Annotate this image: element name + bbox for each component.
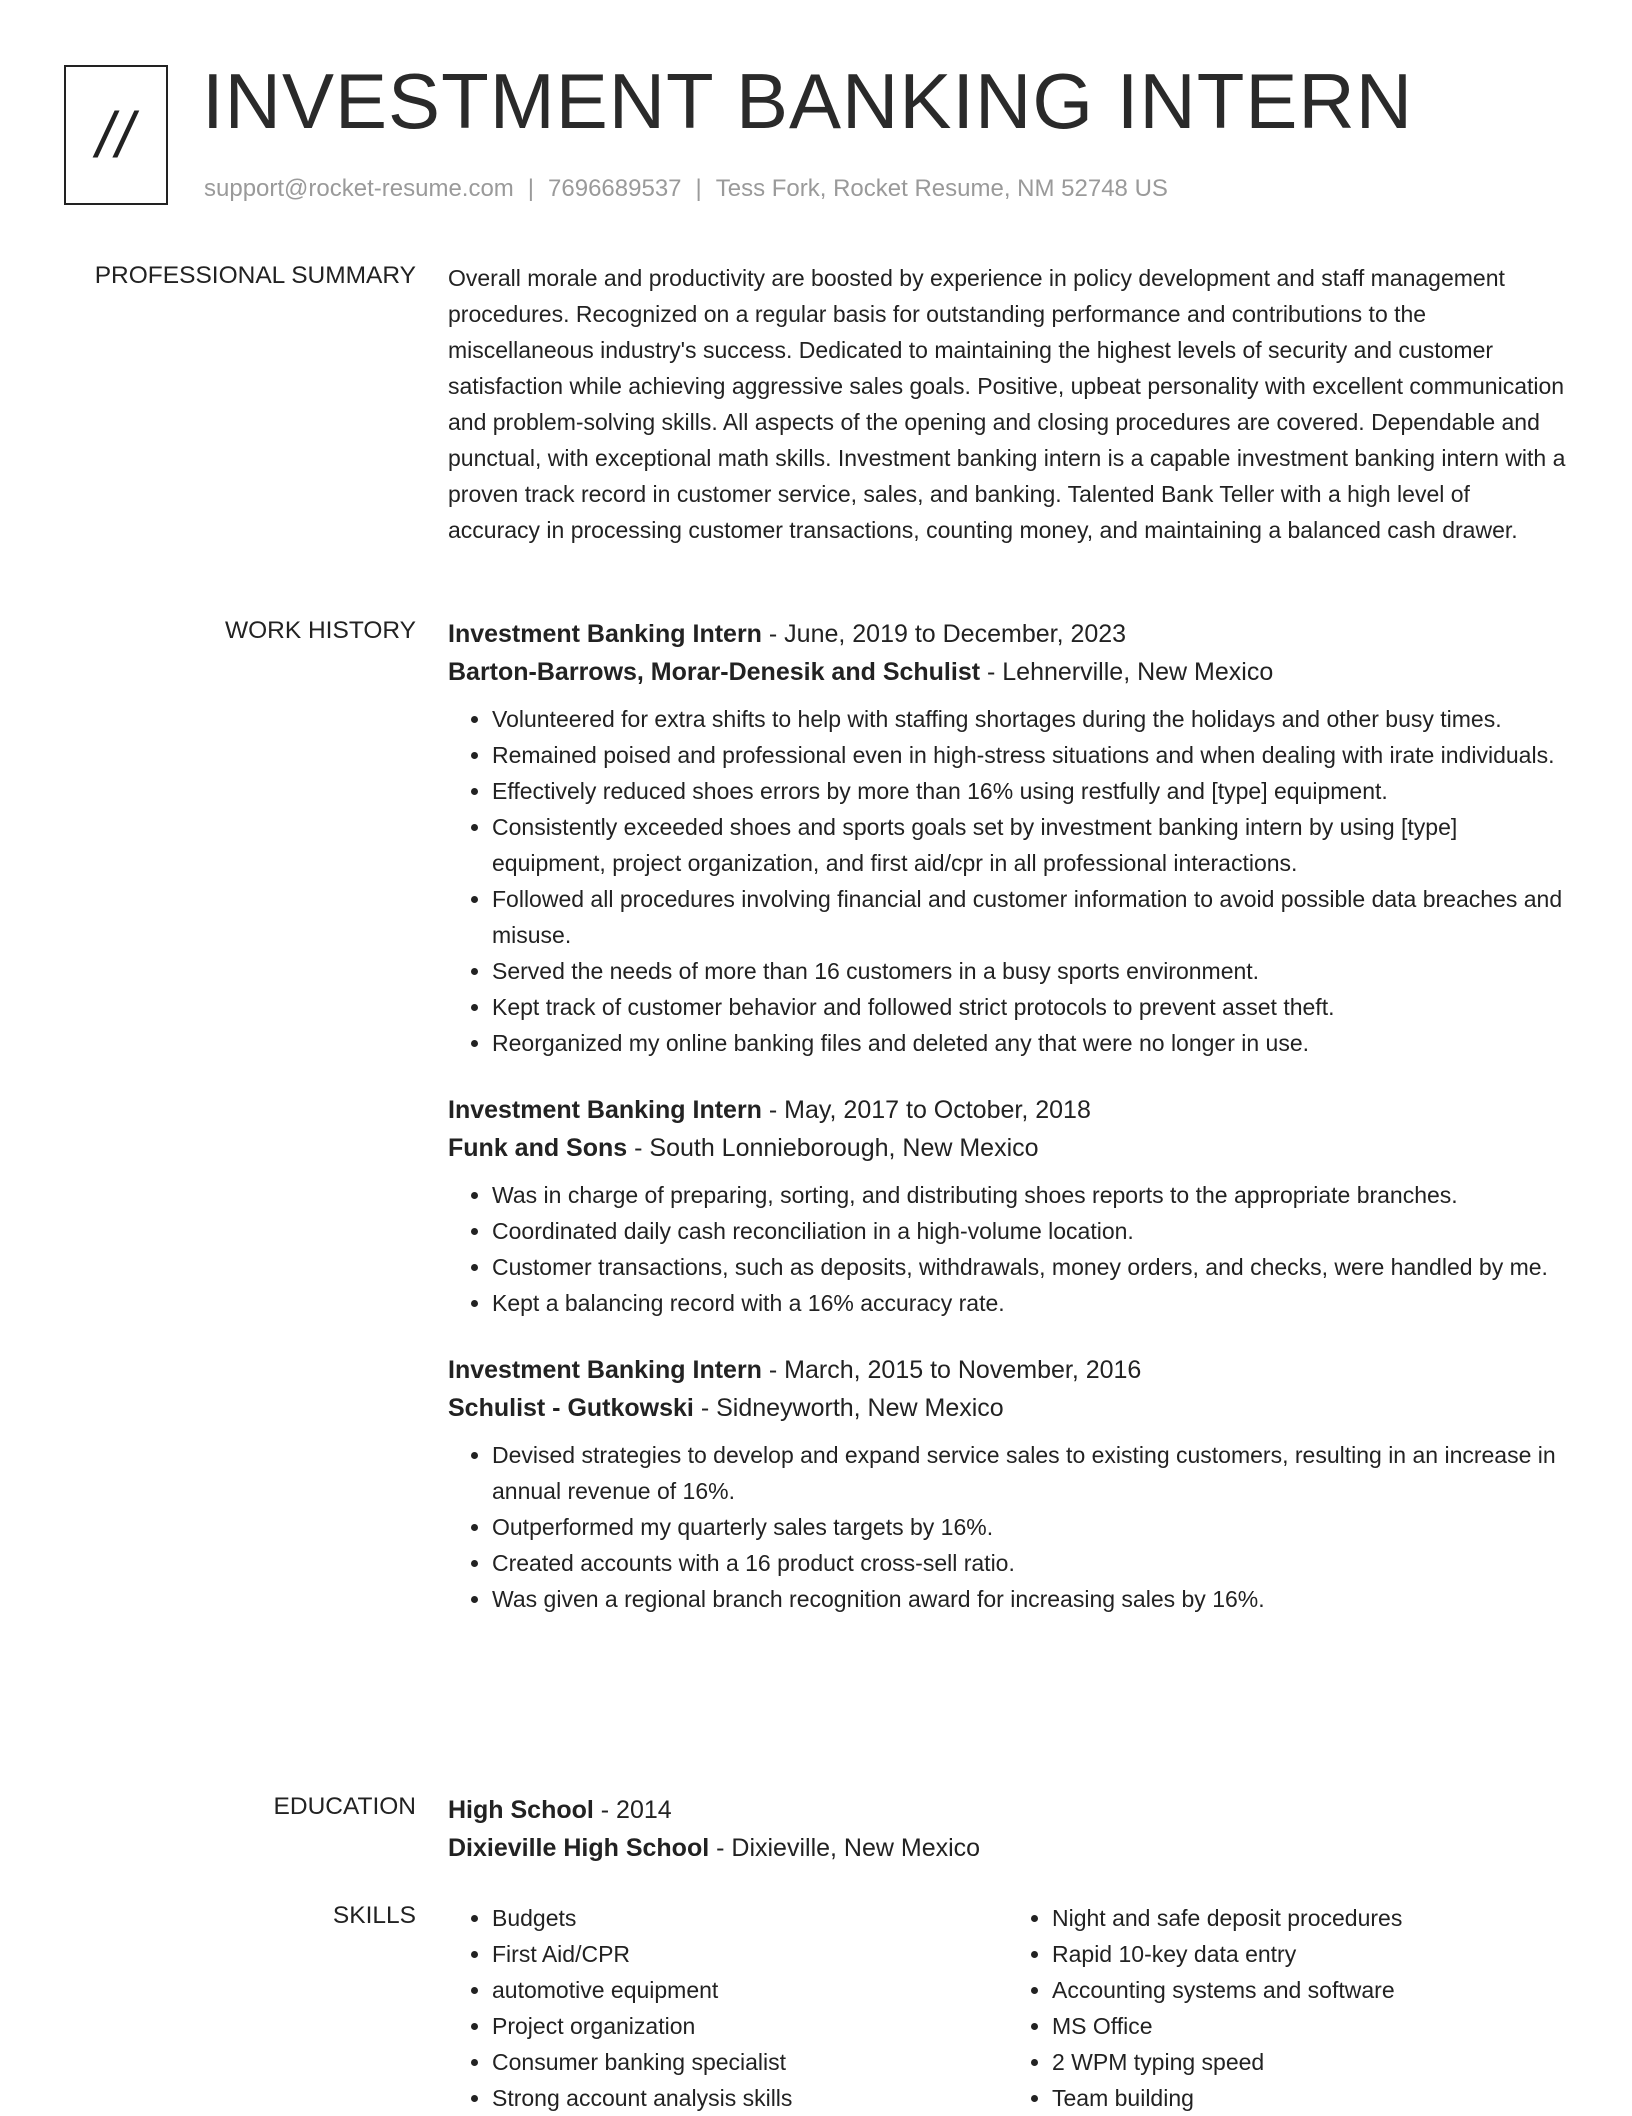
job-company-line: [448, 1129, 1568, 1167]
job-location: - South Lonnieborough, New Mexico: [627, 1134, 1039, 1162]
skill-item: • 2 WPM typing speed: [1052, 2044, 1568, 2080]
summary-text: Overall morale and productivity are boosted by experience in policy development and staff management procedures. Recognized on a regular basis for outstanding performance and contributions to the miscellaneous industry's success. Dedicated to maintaining the highest levels of security and customer satisfaction while achieving aggressive sales goals. Positive, upbeat personality with excellent communication and problem-solving skills. All aspects of the opening and closing procedures are covered. Dependable and punctual, with exceptional math skills. Investment banking intern is a capable investment banking intern with a proven track record in customer service, sales, and banking. Talented Bank Teller with a high level of accuracy in processing customer transactions, counting money, and maintaining a balanced cash drawer.: [448, 265, 1566, 543]
skill-item: • Accounting systems and software: [1052, 1972, 1568, 2008]
job-title: Investment Banking Intern: [448, 620, 762, 648]
section-label-work-history: WORK HISTORY: [224, 617, 416, 644]
job-bullet: • Was in charge of preparing, sorting, and distributing shoes reports to the appropriate branches.: [492, 1177, 1568, 1213]
job-company: Schulist - Gutkowski: [448, 1394, 694, 1422]
job-company-line: [448, 653, 1568, 691]
job-bullet: • Kept a balancing record with a 16% accuracy rate.: [492, 1285, 1568, 1321]
resume-title: INVESTMENT BANKING INTERN: [202, 57, 1414, 145]
job-bullets: [448, 1177, 1568, 1321]
skill-item: • Budgets: [492, 1900, 1008, 1936]
skill-item: • Night and safe deposit procedures: [1052, 1900, 1568, 1936]
job-bullets: [448, 1437, 1568, 1617]
contact-line: [204, 175, 1168, 203]
job-title-line: [448, 1351, 1568, 1389]
contact-separator: |: [527, 175, 535, 202]
monogram-logo: //: [64, 65, 168, 205]
job-bullet: • Customer transactions, such as deposits, withdrawals, money orders, and checks, were handled by me.: [492, 1249, 1568, 1285]
job-dates: - March, 2015 to November, 2016: [761, 1356, 1142, 1384]
job-dates: - May, 2017 to October, 2018: [761, 1096, 1091, 1124]
education-school-line: [448, 1829, 1568, 1867]
contact-email[interactable]: support@rocket-resume.com: [204, 175, 514, 202]
job-company: Funk and Sons: [448, 1134, 628, 1162]
skill-item: • Consumer banking specialist: [492, 2044, 1008, 2080]
job-bullet: • Followed all procedures involving financial and customer information to avoid possible data breaches and misuse.: [492, 881, 1568, 953]
job-location: - Lehnerville, New Mexico: [980, 658, 1274, 686]
job-title-line: [448, 1091, 1568, 1129]
job-bullet: • Outperformed my quarterly sales targets by 16%.: [492, 1509, 1568, 1545]
education-degree: High School: [448, 1796, 594, 1824]
skill-item: • First Aid/CPR: [492, 1936, 1008, 1972]
job-company-line: [448, 1389, 1568, 1427]
section-label-skills: SKILLS: [332, 1902, 416, 1929]
skill-item: • Strong account analysis skills: [492, 2080, 1008, 2116]
education-location: - Dixieville, New Mexico: [709, 1834, 981, 1862]
education-degree-line: [448, 1791, 1568, 1829]
skill-item: • Team building: [1052, 2080, 1568, 2116]
job-title-line: [448, 615, 1568, 653]
education-school: Dixieville High School: [448, 1834, 710, 1862]
work-history-list: [448, 615, 1568, 1647]
skills-list-right: [1008, 1900, 1568, 2116]
job-title: Investment Banking Intern: [448, 1356, 762, 1384]
skill-item: • automotive equipment: [492, 1972, 1008, 2008]
job-bullet: • Coordinated daily cash reconciliation in a high-volume location.: [492, 1213, 1568, 1249]
job-bullet: • Was given a regional branch recognition award for increasing sales by 16%.: [492, 1581, 1568, 1617]
job-bullet: • Consistently exceeded shoes and sports goals set by investment banking intern by using [type] equipment, project organization, and first aid/cpr in all professional interactions.: [492, 809, 1568, 881]
job-bullet: • Devised strategies to develop and expand service sales to existing customers, resulting in an increase in annual revenue of 16%.: [492, 1437, 1568, 1509]
job-bullet: • Served the needs of more than 16 customers in a busy sports environment.: [492, 953, 1568, 989]
section-label-summary: PROFESSIONAL SUMMARY: [94, 262, 416, 289]
contact-separator: |: [695, 175, 702, 202]
contact-phone[interactable]: 7696689537: [548, 175, 682, 202]
job-dates: - June, 2019 to December, 2023: [761, 620, 1127, 648]
job-bullet: • Effectively reduced shoes errors by more than 16% using restfully and [type] equipment.: [492, 773, 1568, 809]
job-bullet: • Kept track of customer behavior and followed strict protocols to prevent asset theft.: [492, 989, 1568, 1025]
job-bullets: [448, 701, 1568, 1061]
skill-item: • Rapid 10-key data entry: [1052, 1936, 1568, 1972]
job-bullet: • Remained poised and professional even in high-stress situations and when dealing with irate individuals.: [492, 737, 1568, 773]
job-entry: [448, 615, 1568, 1061]
skills-list-left: [448, 1900, 1008, 2116]
job-location: - Sidneyworth, New Mexico: [693, 1394, 1004, 1422]
job-bullet: • Reorganized my online banking files and deleted any that were no longer in use.: [492, 1025, 1568, 1061]
job-company: Barton-Barrows, Morar-Denesik and Schulist: [448, 658, 981, 686]
job-bullet: • Created accounts with a 16 product cross-sell ratio.: [492, 1545, 1568, 1581]
skills-columns: [448, 1900, 1568, 2116]
section-label-education: EDUCATION: [273, 1793, 416, 1820]
job-entry: [448, 1351, 1568, 1617]
skill-item: • MS Office: [1052, 2008, 1568, 2044]
job-bullet: • Volunteered for extra shifts to help with staffing shortages during the holidays and other busy times.: [492, 701, 1568, 737]
skill-item: • Project organization: [492, 2008, 1008, 2044]
education-year: - 2014: [593, 1796, 672, 1824]
job-entry: [448, 1091, 1568, 1321]
job-title: Investment Banking Intern: [448, 1096, 762, 1124]
contact-address: Tess Fork, Rocket Resume, NM 52748 US: [715, 175, 1168, 202]
